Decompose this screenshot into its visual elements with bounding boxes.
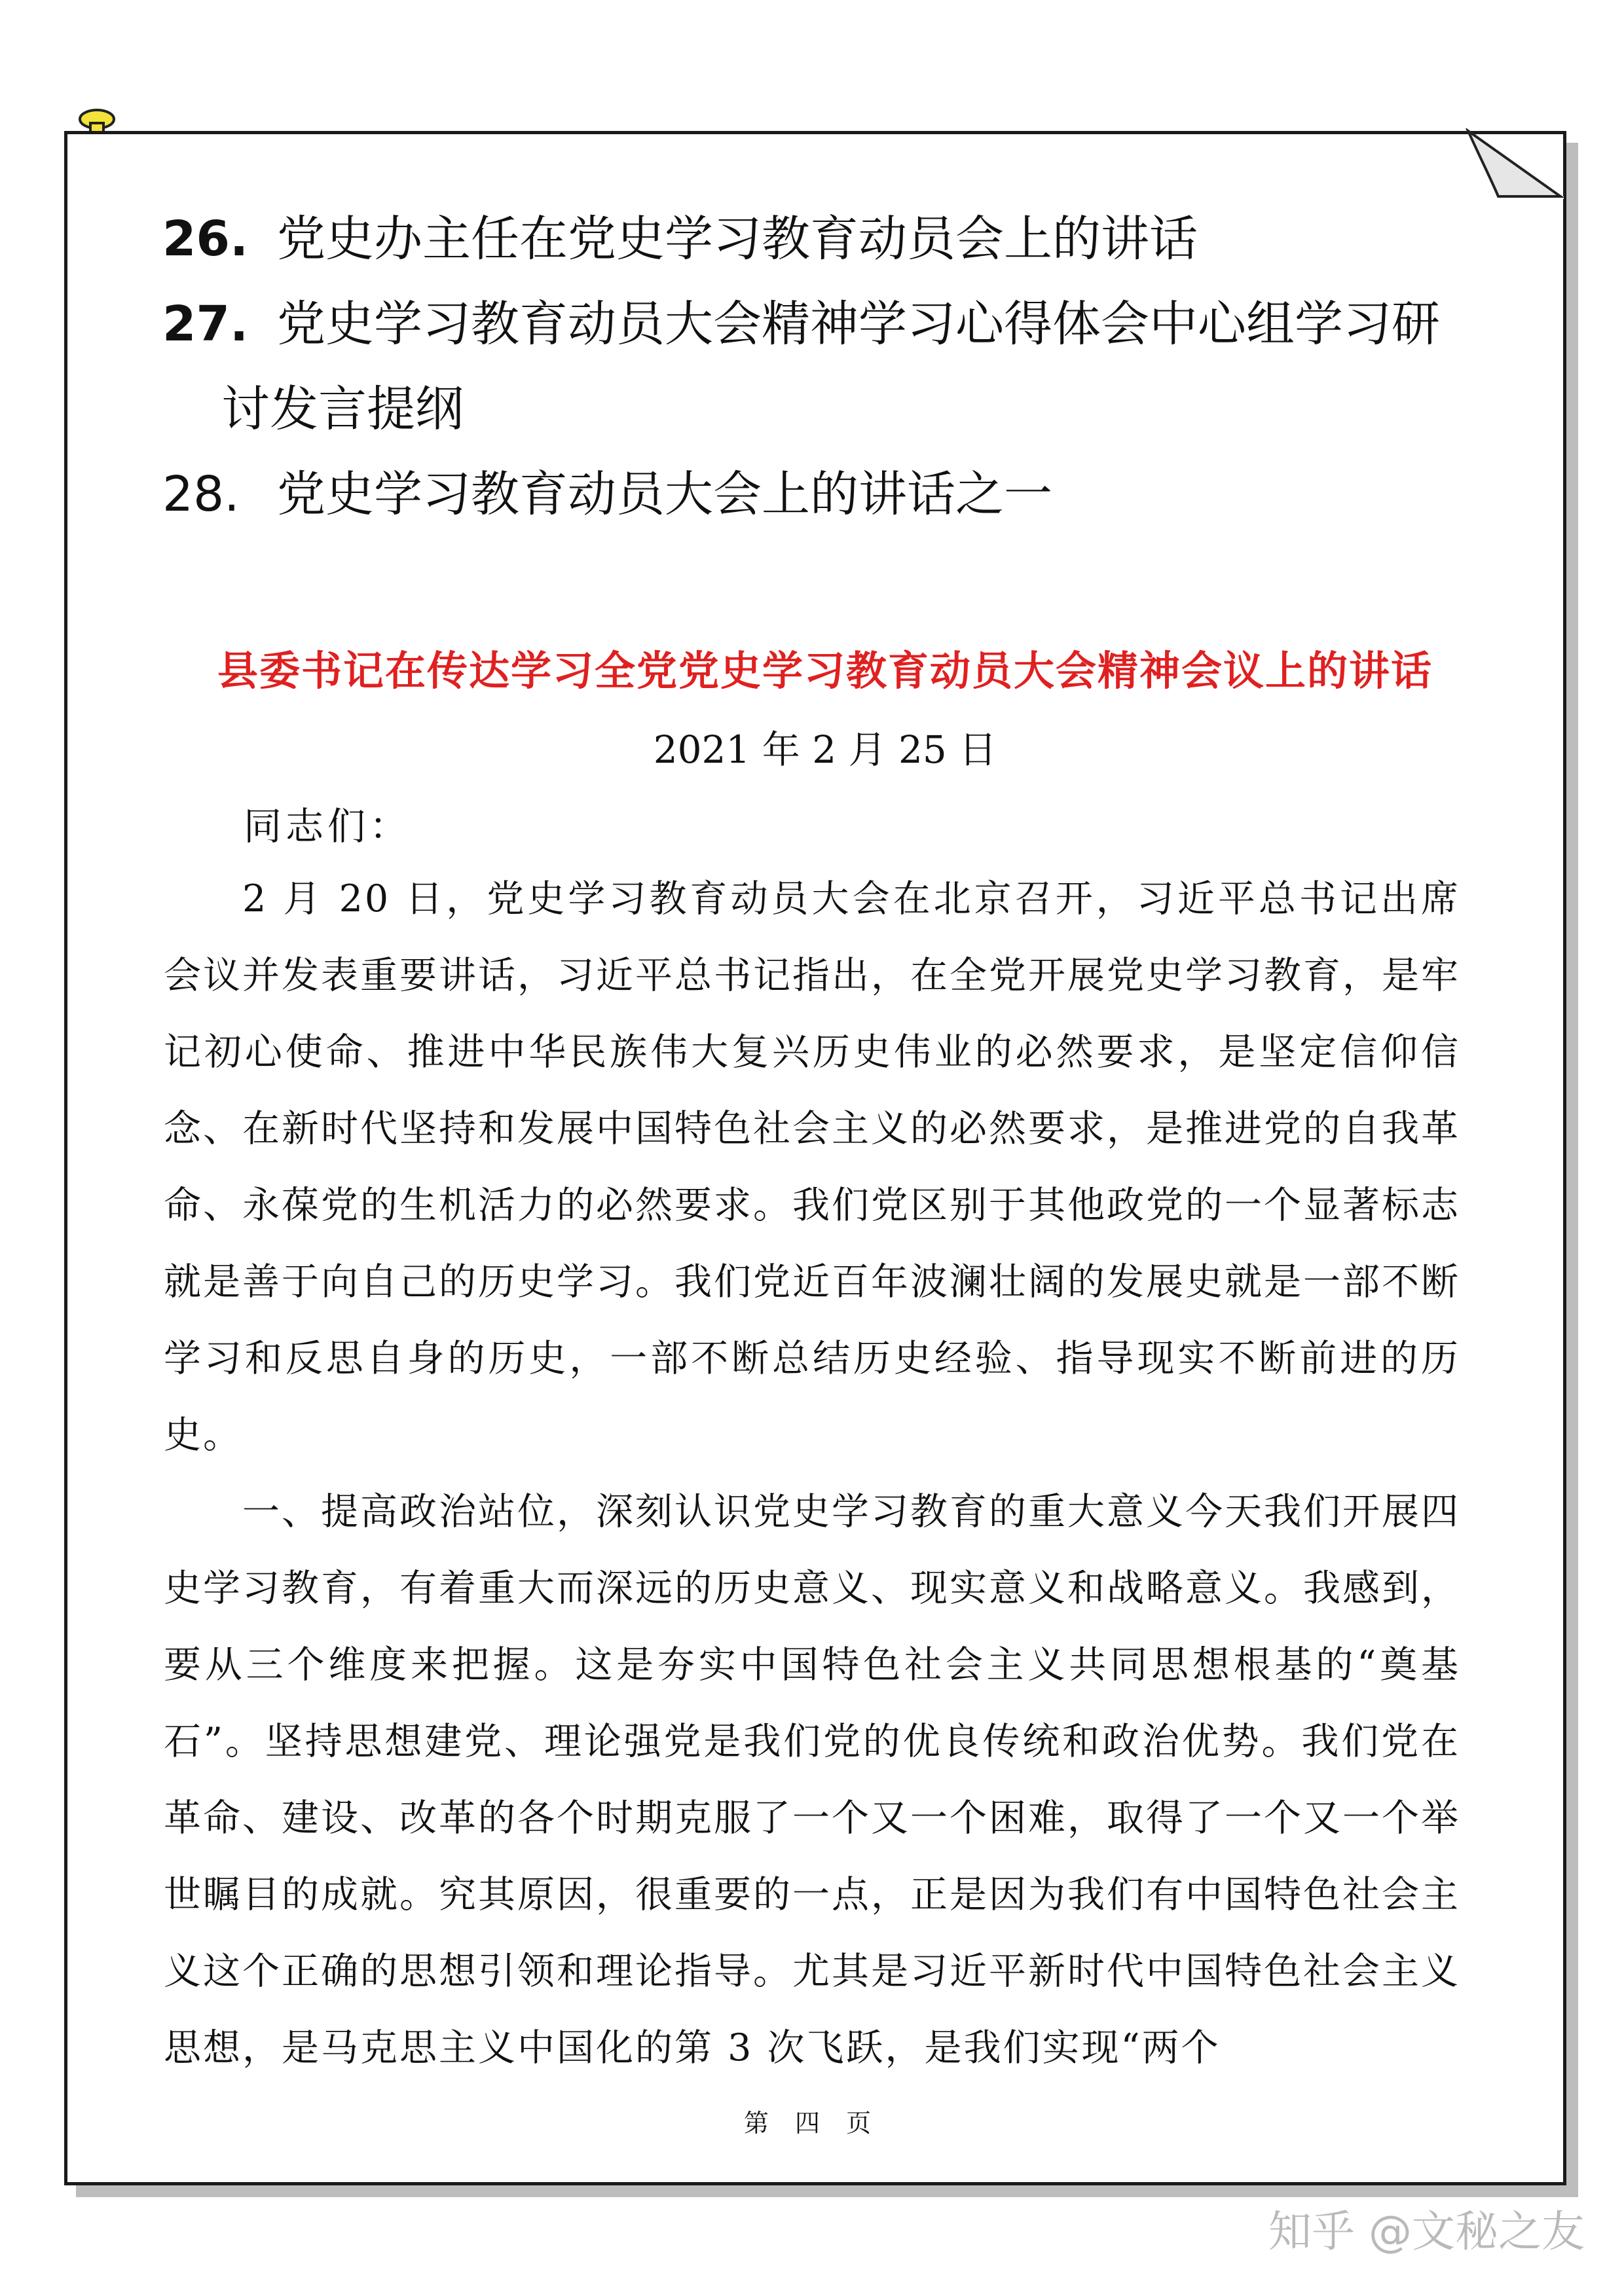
page-fold-icon <box>1466 128 1564 200</box>
document-date: 2021 年 2 月 25 日 <box>653 727 997 772</box>
toc-item-26[interactable]: 26. 党史办主任在党史学习教育动员会上的讲话 <box>162 211 1198 267</box>
page-number: 第 四 页 <box>743 2109 881 2138</box>
toc-item-27[interactable]: 27. 党史学习教育动员大会精神学习心得体会中心组学习研 讨发言提纲 <box>162 296 1440 437</box>
watermark: 知乎 @文秘之友 <box>1268 2206 1585 2257</box>
document-title: 县委书记在传达学习全党党史学习教育动员大会精神会议上的讲话 <box>217 647 1433 695</box>
paragraph-1: 2 月 20 日，党史学习教育动员大会在北京召开，习近平总书记出席会议并发表重要讲话，习近平总书记指出，在全党开展党史学习教育，是牢记初心使命、推进中华民族伟大复兴历史伟业的必然要求，是坚定信仰信念、在新时代坚持和发展中国特色社会主义的必然要求，是推进党的自我革命、永葆党的生机活力的必然要求。我们党区别于其他政党的一个显著标志就是善于向自己的历史学习。我们党近百年波澜壮阔的发展史就是一部不断学习和反思自身的历史，一部不断总结历史经验、指导现实不断前进的历史。 <box>164 877 1460 1457</box>
toc-item-28[interactable]: 28. 党史学习教育动员大会上的讲话之一 <box>162 466 1052 522</box>
paragraph-2: 一、提高政治站位，深刻认识党史学习教育的重大意义今天我们开展四史学习教育，有着重大而深远的历史意义、现实意义和战略意义。我感到，要从三个维度来把握。这是夯实中国特色社会主义共同思想根基的“奠基石”。坚持思想建党、理论强党是我们党的优良传统和政治优势。我们党在革命、建设、改革的各个时期克服了一个又一个困难，取得了一个又一个举世瞩目的成就。究其原因，很重要的一点，正是因为我们有中国特色社会主义这个正确的思想引领和理论指导。尤其是习近平新时代中国特色社会主义思想，是马克思主义中国化的第 3 次飞跃，是我们实现“两个 <box>164 1490 1460 2069</box>
greeting: 同志们： <box>244 804 412 848</box>
